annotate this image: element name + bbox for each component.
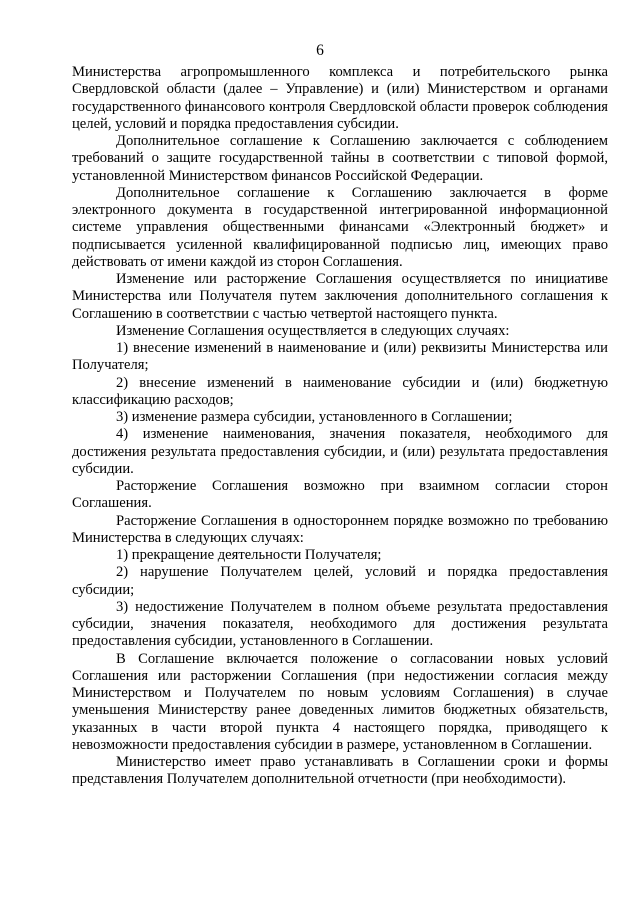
paragraph-mutual-termination: Расторжение Соглашения возможно при взаимном согласии сторон Соглашения. (72, 478, 608, 512)
list-item-change-1: 1) внесение изменений в наименование и (или) реквизиты Министерства или Получателя; (72, 340, 608, 374)
document-body (72, 64, 608, 789)
list-item-change-4: 4) изменение наименования, значения показателя, необходимого для достижения результата предоставления субсидии, и (или) результата предоставления субсидии. (72, 426, 608, 477)
list-item-change-2: 2) внесение изменений в наименование субсидии и (или) бюджетную классификацию расходов; (72, 374, 608, 408)
paragraph-additional-reporting: Министерство имеет право устанавливать в Соглашении сроки и формы представления Получателем дополнительной отчетности (при необходимости). (72, 754, 608, 788)
paragraph-new-conditions: В Соглашение включается положение о согласовании новых условий Соглашения или расторжении Соглашения (при недостижении согласия между Министерством и Получателем по новым условиям Соглашения) в случае уменьшения Министерству ранее доведенных лимитов бюджетных обязательств, указанных в части второй пункта 4 настоящего порядка, приводящего к невозможности предоставления субсидии в размере, установленном в Соглашении. (72, 650, 608, 753)
list-item-change-3: 3) изменение размера субсидии, установленного в Соглашении; (116, 409, 513, 425)
list-item-termination-1: 1) прекращение деятельности Получателя; (116, 547, 382, 563)
paragraph-additional-agreement-electronic: Дополнительное соглашение к Соглашению заключается в форме электронного документа в государственной интегрированной информационной системе управления общественными финансами «Электронный бюджет» и подписывается усиленной квалифицированной подписью лиц, имеющих право действовать от имени каждой из сторон Соглашения. (72, 184, 608, 270)
page-number: 6 (316, 42, 324, 59)
list-item-termination-3: 3) недостижение Получателем в полном объеме результата предоставления субсидии, значения показателя, необходимого для достижения результата предоставления субсидии, установленного в Соглашении. (72, 598, 608, 650)
paragraph-change-or-termination: Изменение или расторжение Соглашения осуществляется по инициативе Министерства или Получателя путем заключения дополнительного соглашения к Соглашению в соответствии с частью четвертой настоящего пункта. (72, 271, 608, 322)
paragraph-continuation: Министерства агропромышленного комплекса и потребительского рынка Свердловской области (далее – Управление) и (или) Министерством и органами государственного финансового контроля Свердловской области проверок соблюдения целей, условий и порядка предоставления субсидии. (72, 64, 608, 132)
list-item-termination-2: 2) нарушение Получателем целей, условий и порядка предоставления субсидии; (72, 564, 608, 598)
paragraph-additional-agreement-secrecy: Дополнительное соглашение к Соглашению заключается с соблюдением требований о защите государственной тайны в соответствии с типовой формой, установленной Министерством финансов Российской Федерации. (72, 133, 608, 184)
paragraph-unilateral-termination-intro: Расторжение Соглашения в одностороннем порядке возможно по требованию Министерства в следующих случаях: (72, 512, 608, 546)
paragraph-change-cases-intro: Изменение Соглашения осуществляется в следующих случаях: (116, 322, 510, 339)
